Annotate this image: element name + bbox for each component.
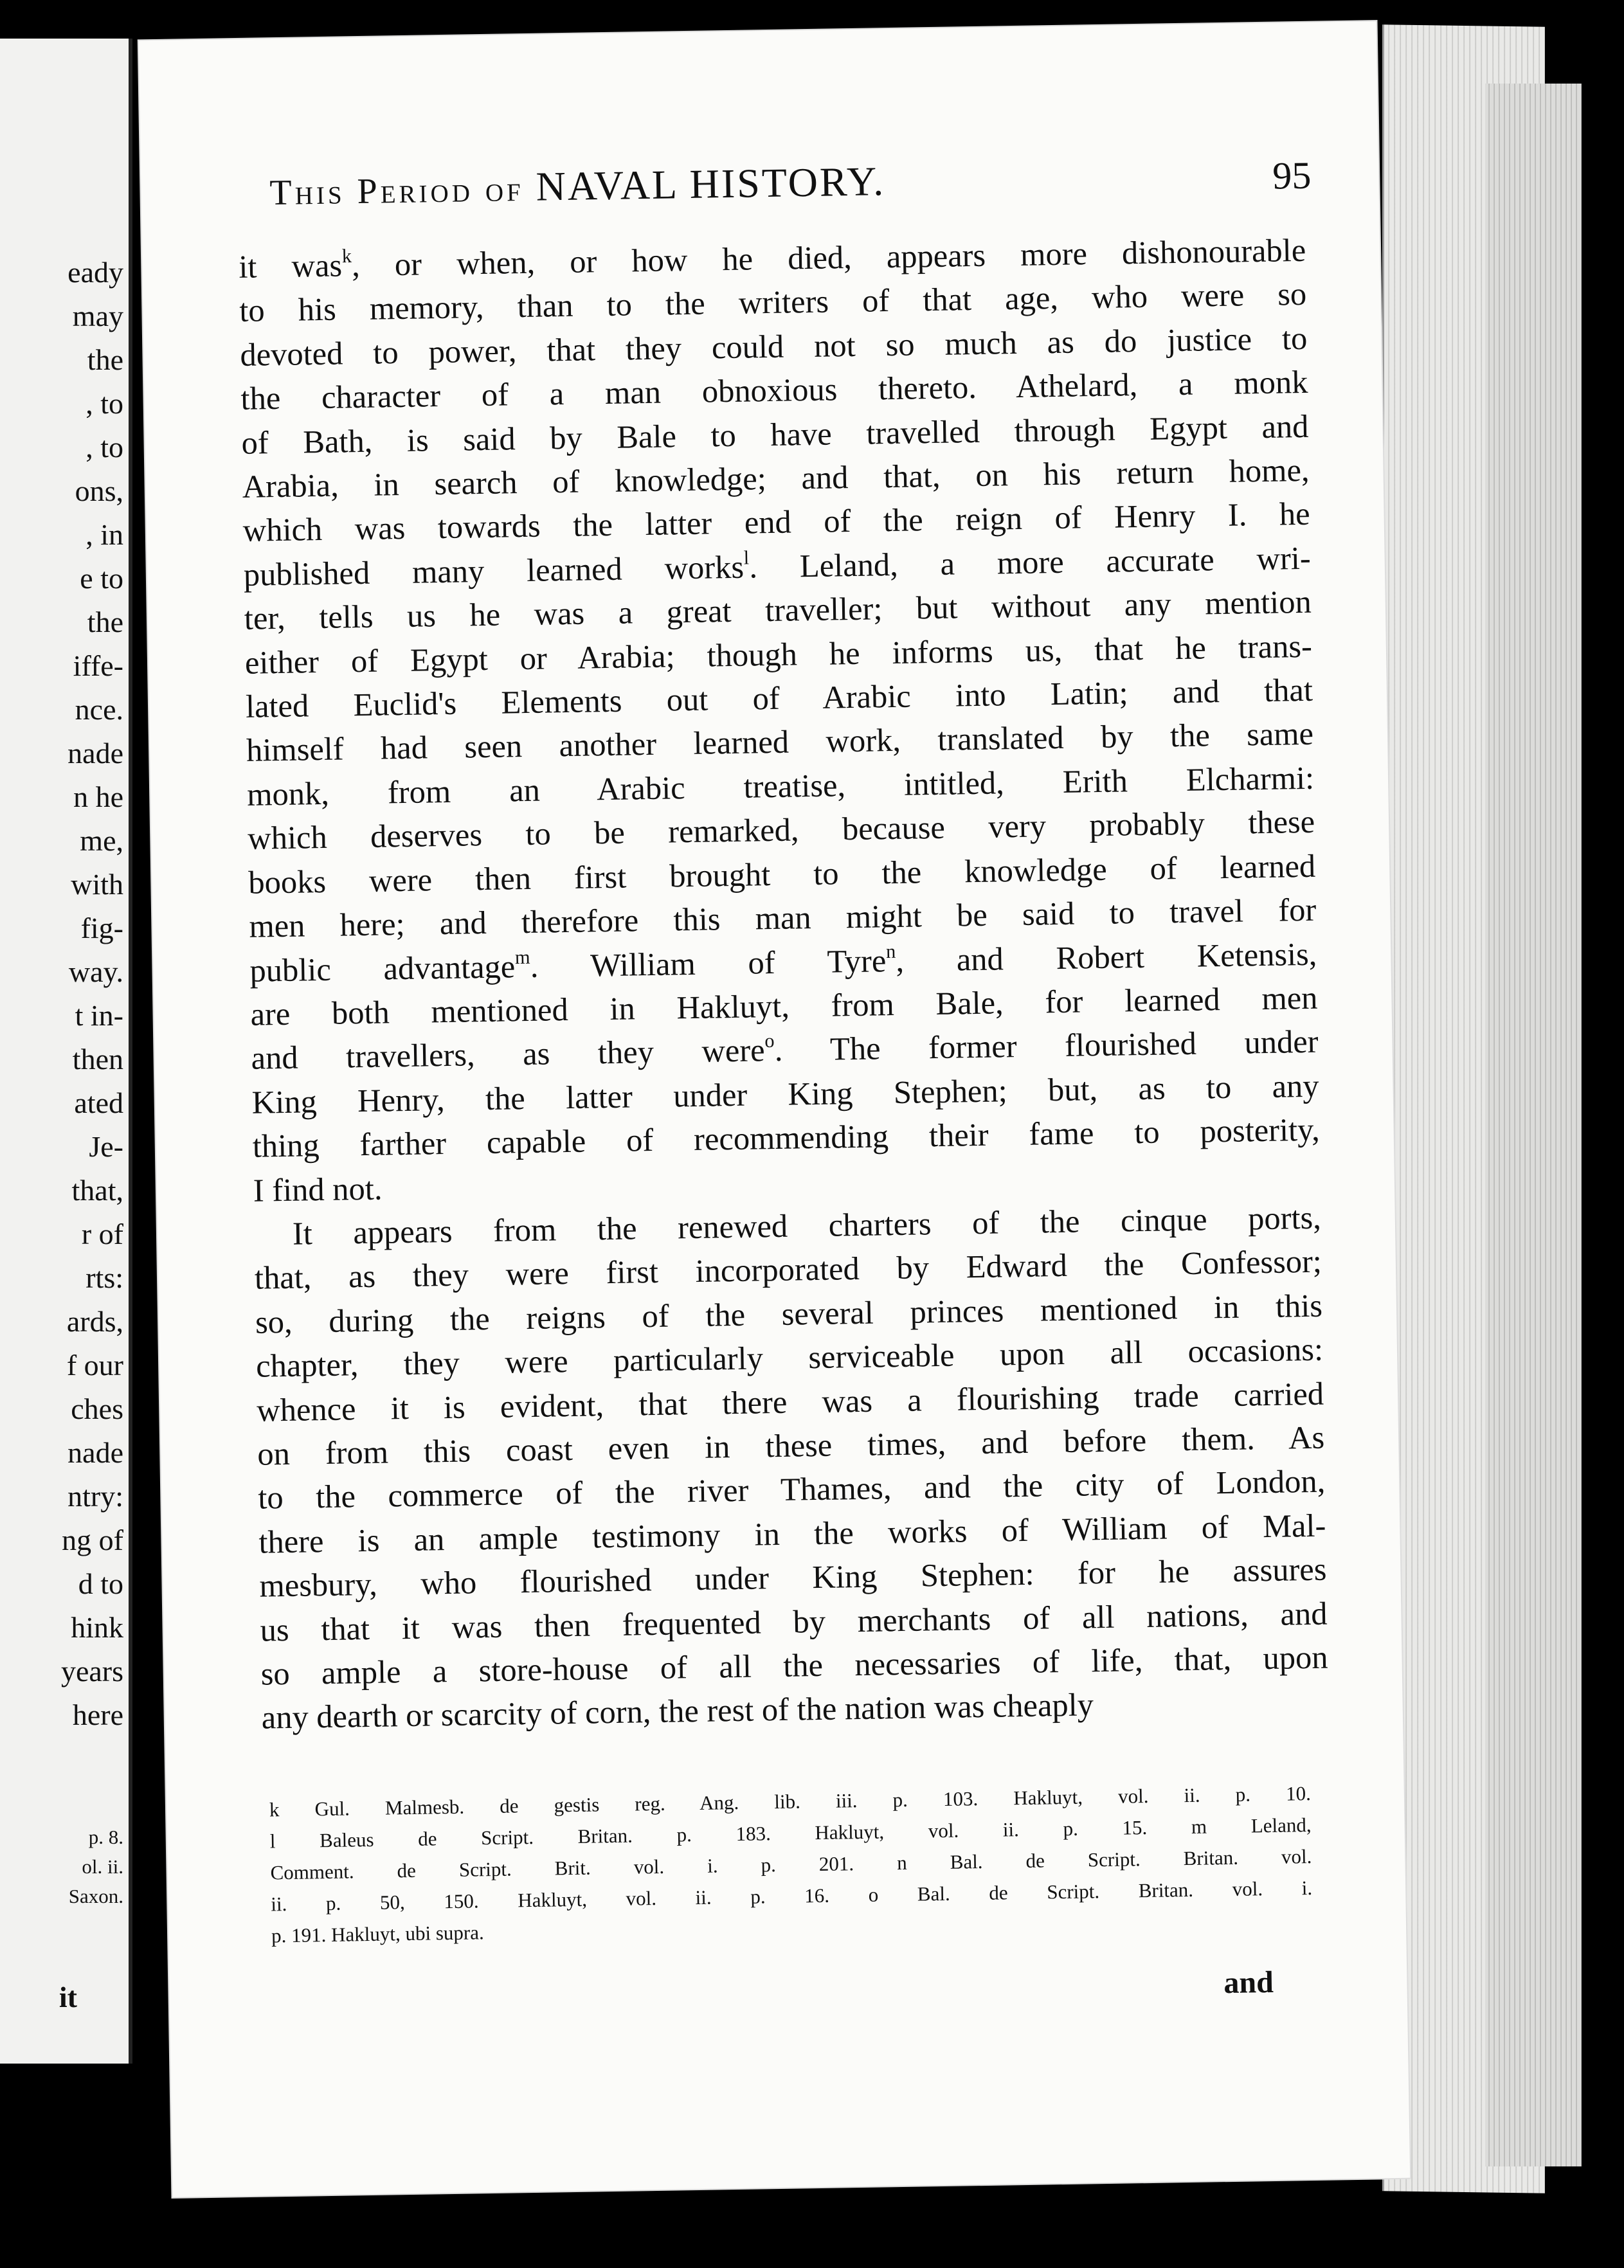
text-line: public advantage$^m$. William of Tyre$^n$, and Robert Ketensis, <box>249 935 1317 989</box>
left-line: nade <box>68 737 123 770</box>
running-head-small: This Period of <box>269 168 525 213</box>
left-line: f our <box>66 1349 123 1382</box>
left-line: years <box>60 1655 123 1688</box>
left-line: Je- <box>89 1130 123 1163</box>
catchword: and <box>1223 1965 1274 2001</box>
left-line: then <box>72 1043 123 1076</box>
text-line: Arabia, in search of knowledge; and that, on his return home, <box>242 451 1310 505</box>
left-line: nce. <box>75 693 123 726</box>
left-line: ons, <box>75 474 123 507</box>
text-line: whence it is evident, that there was a flourishing trade carried <box>256 1375 1324 1428</box>
paragraph <box>239 228 1321 1212</box>
left-line: way. <box>68 955 123 988</box>
page-number: 95 <box>1272 154 1312 197</box>
left-line: t in- <box>75 999 123 1032</box>
footnote-line: p. 191. Hakluyt, ubi supra. <box>271 1921 484 1947</box>
text-line: thing farther capable of recommending their fame to posterity, <box>252 1111 1321 1164</box>
previous-page-footnote-ends <box>8 1823 123 1911</box>
left-line: , to <box>86 431 123 464</box>
previous-page <box>0 39 132 2064</box>
left-line: ches <box>71 1392 123 1425</box>
text-line: it was$^k$, or when, or how he died, appears more dishonourable <box>238 231 1306 285</box>
book-page <box>139 21 1410 2197</box>
left-line: , in <box>86 518 123 551</box>
text-line: so, during the reigns of the several princes mentioned in this <box>255 1287 1323 1340</box>
left-line: fig- <box>80 912 123 944</box>
left-line: ng of <box>62 1524 123 1556</box>
left-footnote-line: p. 8. <box>88 1826 123 1848</box>
left-line: n he <box>73 780 123 813</box>
running-head-big: NAVAL HISTORY. <box>536 158 886 210</box>
footnote-line: ii. p. 50, 150. Hakluyt, vol. ii. p. 16. o Bal. de Script. Britan. vol. i. <box>271 1877 1313 1916</box>
previous-page-catchword: it <box>59 1981 77 2013</box>
text-line: which was towards the latter end of the reign of Henry I. he <box>242 496 1310 549</box>
text-line: himself had seen another learned work, translated by the same <box>246 716 1314 769</box>
left-footnote-line: ol. ii. <box>82 1855 123 1878</box>
left-line: may <box>72 300 123 332</box>
left-line: r of <box>81 1218 123 1250</box>
page-header <box>269 151 1312 215</box>
footnote-line: k Gul. Malmesb. de gestis reg. Ang. lib. iii. p. 103. Hakluyt, vol. ii. p. 10. <box>269 1782 1312 1821</box>
text-line: It appears from the renewed charters of the cinque ports, <box>292 1199 1322 1252</box>
text-line: the character of a man obnoxious thereto. Athelard, a monk <box>240 364 1308 417</box>
text-line: and travellers, as they were$^o$. The former flourished under <box>251 1023 1319 1077</box>
text-line: published many learned works$^l$. Leland, a more accurate wri- <box>243 539 1312 593</box>
left-line: the <box>87 606 123 638</box>
text-line: to the commerce of the river Thames, and the city of London, <box>257 1462 1326 1516</box>
footnote-line: Comment. de Script. Brit. vol. i. p. 201. n Bal. de Script. Britan. vol. <box>270 1845 1312 1884</box>
text-line: devoted to power, that they could not so much as do justice to <box>240 320 1308 373</box>
text-line: so ample a store-house of all the necessaries of life, that, upon <box>260 1639 1328 1692</box>
left-line: here <box>72 1698 123 1731</box>
left-line: me, <box>80 824 123 857</box>
left-line: hink <box>71 1611 123 1644</box>
text-line: I find not. <box>253 1170 383 1209</box>
previous-page-line-ends <box>8 251 123 1737</box>
text-line: ter, tells us he was a great traveller; but without any mention <box>244 584 1312 637</box>
paragraph <box>253 1196 1329 1740</box>
left-line: ntry: <box>68 1480 123 1513</box>
text-line: lated Euclid's Elements out of Arabic into Latin; and that <box>245 671 1313 724</box>
text-line: on from this coast even in these times, and before them. As <box>257 1419 1325 1472</box>
left-footnote-line: Saxon. <box>68 1885 123 1907</box>
text-line: any dearth or scarcity of corn, the rest of the nation was cheaply <box>261 1686 1094 1736</box>
left-line: the <box>87 343 123 376</box>
left-line: rts: <box>86 1261 123 1294</box>
left-line: d to <box>78 1567 123 1600</box>
text-line: there is an ample testimony in the works of William of Mal- <box>258 1507 1326 1560</box>
body-text <box>239 228 1329 1740</box>
footnotes <box>269 1778 1313 1951</box>
left-line: with <box>71 868 123 901</box>
text-line: that, as they were first incorporated by Edward the Confessor; <box>254 1243 1322 1297</box>
text-line: books were then first brought to the knowledge of learned <box>248 847 1316 901</box>
book-fore-edge-back <box>1485 84 1582 2166</box>
text-line: men here; and therefore this man might be said to travel for <box>248 891 1317 944</box>
running-head <box>269 158 886 215</box>
text-line: to his memory, than to the writers of that age, who were so <box>239 276 1307 329</box>
left-line: nade <box>68 1436 123 1469</box>
left-line: e to <box>80 562 123 595</box>
left-line: , to <box>86 387 123 420</box>
left-line: eady <box>68 256 123 289</box>
text-line: chapter, they were particularly serviceable upon all occasions: <box>255 1331 1324 1384</box>
left-line: ards, <box>66 1305 123 1338</box>
text-line: which deserves to be remarked, because very probably these <box>247 804 1315 857</box>
text-line: mesbury, who flourished under King Stephen: for he assures <box>259 1551 1327 1604</box>
left-line: that, <box>71 1174 123 1207</box>
text-line: of Bath, is said by Bale to have travelled through Egypt and <box>241 408 1309 461</box>
text-line: monk, from an Arabic treatise, intitled, Erith Elcharmi: <box>246 759 1315 813</box>
text-line: either of Egypt or Arabia; though he informs us, that he trans- <box>244 627 1313 681</box>
left-line: iffe- <box>73 649 123 682</box>
left-line: ated <box>74 1086 123 1119</box>
footnote-line: l Baleus de Script. Britan. p. 183. Hakluyt, vol. ii. p. 15. m Leland, <box>269 1814 1312 1853</box>
text-line: are both mentioned in Hakluyt, from Bale, for learned men <box>250 979 1318 1032</box>
text-line: King Henry, the latter under King Stephen; but, as to any <box>251 1067 1319 1120</box>
text-line: us that it was then frequented by merchants of all nations, and <box>260 1595 1328 1648</box>
